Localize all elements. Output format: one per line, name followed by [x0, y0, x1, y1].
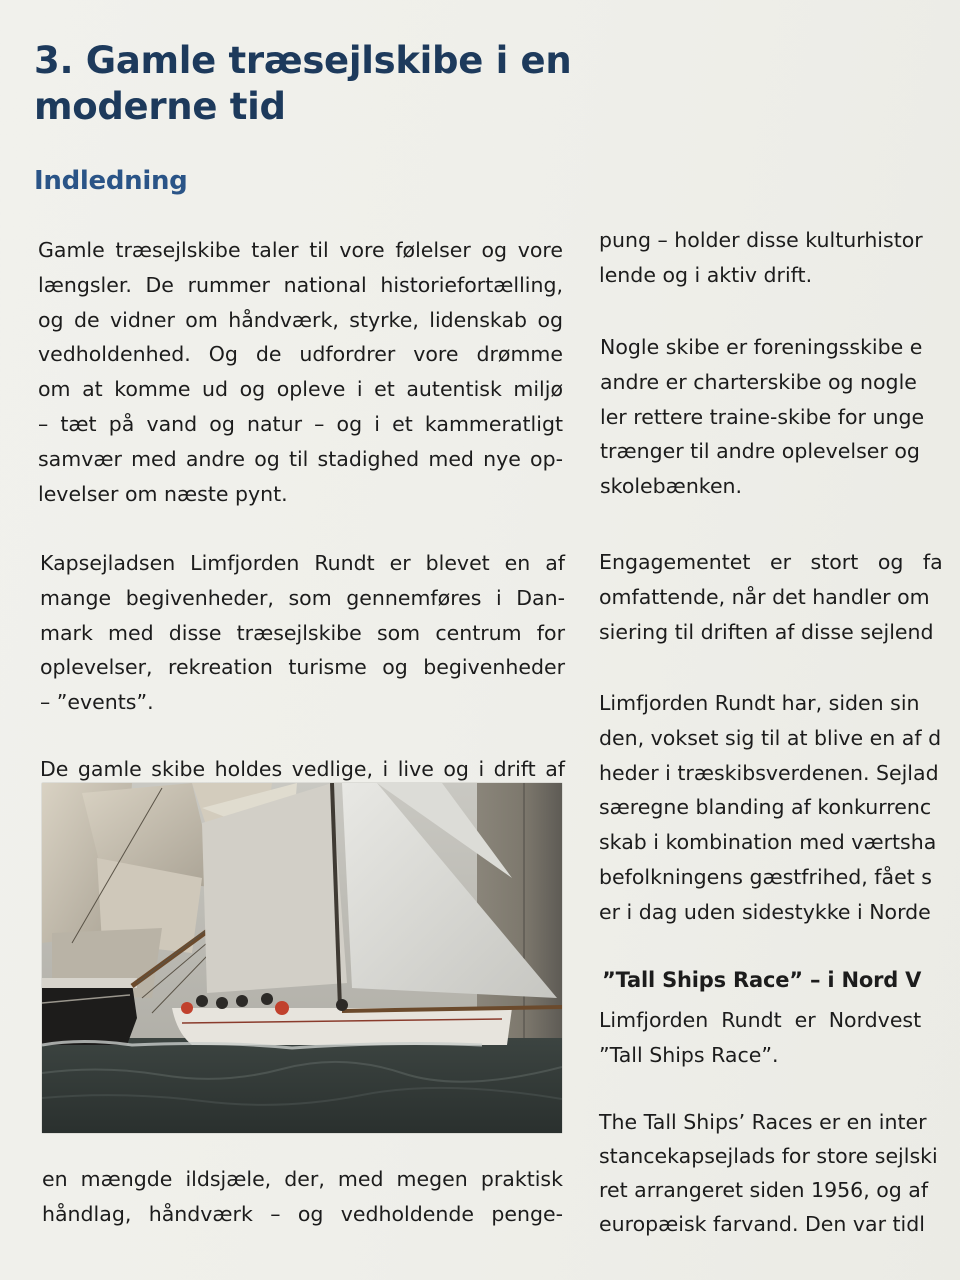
text-line: skolebænken.: [600, 474, 743, 499]
chapter-title-line: 3. Gamle træsejlskibe i en: [34, 39, 572, 82]
text-line: – tæt på vand og natur – og i et kammeratligt: [38, 411, 563, 436]
text-line: særegne blanding af konkurrenc: [599, 795, 932, 820]
right-paragraph-1: [599, 223, 960, 293]
text-line: oplevelser, rekreation turisme og begivenheder: [40, 655, 565, 680]
text-line: stancekapsejlads for store sejlski: [599, 1144, 938, 1168]
text-line: en mængde ildsjæle, der, med megen praktisk: [42, 1167, 563, 1191]
sailing-ships-photo: [42, 783, 562, 1133]
text-line: mark med disse træsejlskibe som centrum for: [40, 620, 565, 645]
left-paragraph-1: [38, 233, 563, 511]
text-line: håndlag, håndværk – og vedholdende penge-: [42, 1201, 563, 1226]
right-paragraph-4: [599, 686, 960, 930]
text-line: europæisk farvand. Den var tidl: [599, 1212, 925, 1236]
text-line: lende og i aktiv drift.: [599, 262, 813, 287]
text-line: og de vidner om håndværk, styrke, lidenskab og: [38, 307, 563, 332]
text-line: De gamle skibe holdes vedlige, i live og i drift af: [40, 757, 565, 781]
text-line: The Tall Ships’ Races er en inter: [599, 1110, 927, 1134]
text-line: siering til driften af disse sejlend: [599, 619, 934, 644]
text-line: Kapsejladsen Limfjorden Rundt er blevet en af: [40, 551, 565, 575]
text-line: levelser om næste pynt.: [38, 481, 288, 506]
text-line: andre er charterskibe og nogle: [600, 369, 917, 394]
text-line: – ”events”.: [40, 690, 154, 715]
text-line: mange begivenheder, som gennemføres i Dan-: [40, 585, 565, 610]
left-paragraph-3-start: [40, 752, 565, 787]
text-line: skab i kombination med værtsha: [599, 830, 937, 855]
text-line: pung – holder disse kulturhistor: [599, 228, 923, 252]
text-line: Nogle skibe er foreningsskibe e: [600, 335, 923, 359]
text-line: ler rettere traine-skibe for unge: [600, 404, 925, 429]
text-line: Limfjorden Rundt er Nordvest: [599, 1008, 922, 1032]
text-line: Engagementet er stort og fa: [599, 550, 943, 574]
text-line: Gamle træsejlskibe taler til vore følelser og vore: [38, 238, 563, 262]
chapter-title-line: moderne tid: [34, 85, 286, 128]
right-paragraph-3: [599, 545, 960, 649]
photo-illustration: [42, 783, 562, 1133]
text-line: Limfjorden Rundt har, siden sin: [599, 691, 920, 715]
text-line: befolkningens gæstfrihed, fået s: [599, 864, 932, 889]
section-subtitle: Indledning: [34, 166, 188, 196]
chapter-title: [34, 38, 594, 130]
text-line: den, vokset sig til at blive en af d: [599, 725, 942, 750]
left-paragraph-2: [40, 546, 565, 720]
right-paragraph-6: [599, 1105, 960, 1241]
left-paragraph-3-continued: [42, 1162, 563, 1232]
text-line: om at komme ud og opleve i et autentisk miljø: [38, 377, 563, 402]
text-line: omfattende, når det handler om: [599, 584, 930, 609]
text-line: vedholdenhed. Og de udfordrer vore drømme: [38, 342, 563, 367]
tall-ships-race-heading: ”Tall Ships Race” – i Nord V: [602, 968, 922, 992]
right-paragraph-5: [599, 1003, 960, 1073]
text-line: længsler. De rummer national historiefortælling,: [38, 272, 563, 297]
text-line: ”Tall Ships Race”.: [599, 1042, 779, 1067]
text-line: er i dag uden sidestykke i Norde: [599, 899, 931, 924]
right-paragraph-2: [600, 330, 960, 504]
text-line: ret arrangeret siden 1956, og af: [599, 1178, 929, 1202]
text-line: heder i træskibsverdenen. Sejlad: [599, 760, 939, 785]
text-line: trænger til andre oplevelser og: [600, 439, 920, 464]
text-line: samvær med andre og til stadighed med nye op-: [38, 446, 563, 471]
